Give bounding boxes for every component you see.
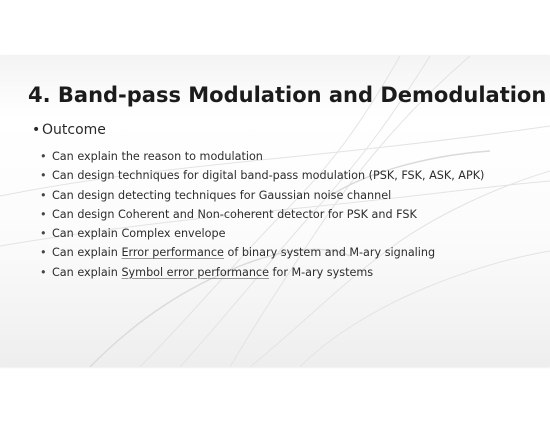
list-item-text-suffix: for M-ary systems	[268, 265, 374, 279]
outcome-list	[40, 147, 484, 282]
list-item-text-prefix: Can explain	[52, 265, 122, 279]
bullet-icon: •	[40, 169, 47, 183]
list-item-text: Can explain Complex envelope	[52, 227, 226, 241]
list-item	[40, 147, 484, 166]
underlined-term: Error performance	[121, 246, 224, 260]
list-item	[40, 186, 484, 205]
list-item	[40, 205, 484, 224]
bullet-icon: •	[40, 227, 47, 241]
list-item-text-suffix: of binary system and M-ary signaling	[223, 246, 436, 260]
slide-title: 4. Band-pass Modulation and Demodulation	[28, 83, 547, 107]
list-item-text: Can design Coherent and Non-coherent detector for PSK and FSK	[52, 207, 417, 221]
list-item	[40, 263, 484, 282]
outcome-label: Outcome	[42, 122, 106, 138]
list-item	[40, 243, 484, 262]
bullet-icon: •	[40, 246, 47, 260]
bullet-icon: •	[40, 188, 47, 202]
bullet-icon: •	[32, 122, 41, 138]
list-item-text: Can design detecting techniques for Gaussian noise channel	[52, 188, 392, 202]
underlined-term: Symbol error performance	[121, 265, 269, 279]
list-item-text-prefix: Can explain	[52, 246, 122, 260]
list-item	[40, 224, 484, 243]
outcome-heading	[32, 122, 106, 138]
bullet-icon: •	[40, 207, 47, 221]
list-item-text: Can design techniques for digital band-pass modulation (PSK, FSK, ASK, APK)	[52, 169, 485, 183]
bullet-icon: •	[40, 265, 47, 279]
slide[interactable]	[0, 56, 550, 367]
list-item-text: Can explain the reason to modulation	[52, 150, 263, 163]
list-item	[40, 166, 484, 185]
bullet-icon: •	[40, 150, 47, 163]
